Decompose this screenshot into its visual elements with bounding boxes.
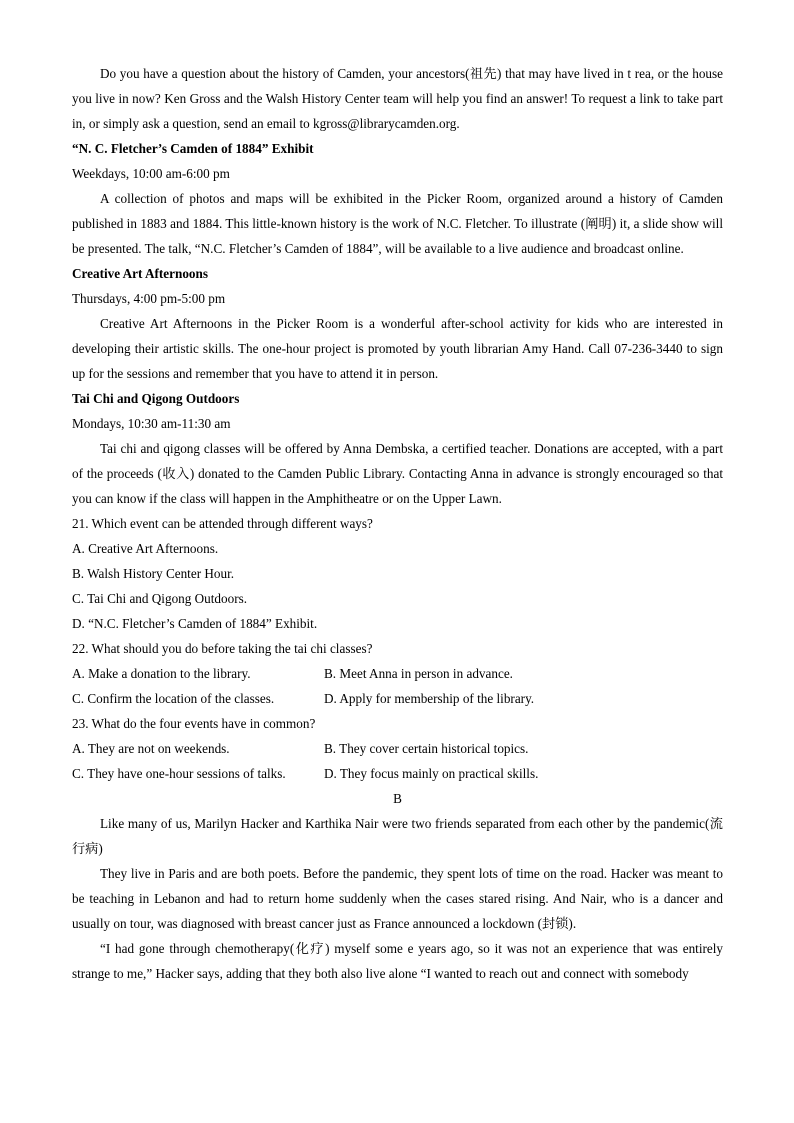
section-b-paragraph-2: They live in Paris and are both poets. Before the pandemic, they spent lots of time on the road. Hacker was meant to be teaching in Lebanon and had to return home suddenly when the cases stared rising. And Nair, who is a dancer and usually on tour, was diagnosed with breast cancer just as France announced a lockdown (封锁). [72, 866, 723, 931]
q21-option-d: D. “N.C. Fletcher’s Camden of 1884” Exhibit. [72, 616, 318, 631]
event-desc-exhibit: A collection of photos and maps will be exhibited in the Picker Room, organized around a history of Camden published in 1883 and 1884. This little-known history is the work of N.C. Fletcher. To illustrate (阐明) it, a slide show will be presented. The talk, “N.C. Fletcher’s Camden of 1884”, will be available to a live audience and broadcast online. [72, 191, 723, 256]
q22-option-d: D. Apply for membership of the library. [324, 691, 535, 706]
q23-option-c: C. They have one-hour sessions of talks. [72, 766, 286, 781]
q23-option-d: D. They focus mainly on practical skills. [324, 766, 539, 781]
q23-option-b: B. They cover certain historical topics. [324, 741, 529, 756]
q22-option-b: B. Meet Anna in person in advance. [324, 666, 513, 681]
question-22: 22. What should you do before taking the tai chi classes? [72, 641, 373, 656]
document-content [72, 61, 723, 986]
q22-option-c: C. Confirm the location of the classes. [72, 691, 275, 706]
event-title-taichi: Tai Chi and Qigong Outdoors [72, 391, 240, 406]
q22-options-row-1 [72, 661, 723, 686]
event-time-art: Thursdays, 4:00 pm-5:00 pm [72, 291, 226, 306]
q21-option-c: C. Tai Chi and Qigong Outdoors. [72, 591, 248, 606]
q21-option-b: B. Walsh History Center Hour. [72, 566, 235, 581]
event-desc-taichi: Tai chi and qigong classes will be offered by Anna Dembska, a certified teacher. Donations are accepted, with a part of the proceeds (收入) donated to the Camden Public Library. Contacting Anna in advance is strongly encouraged so that you can know if the class will happen in the Amphitheatre or on the Upper Lawn. [72, 441, 723, 506]
q22-options-row-2 [72, 686, 723, 711]
q23-options-row-1 [72, 736, 723, 761]
q23-option-a: A. They are not on weekends. [72, 741, 230, 756]
event-title-exhibit: “N. C. Fletcher’s Camden of 1884” Exhibit [72, 141, 314, 156]
question-23: 23. What do the four events have in common? [72, 716, 316, 731]
section-b-paragraph-1: Like many of us, Marilyn Hacker and Karthika Nair were two friends separated from each other by the pandemic(流行病) [72, 816, 723, 856]
event-desc-art: Creative Art Afternoons in the Picker Room is a wonderful after-school activity for kids who are interested in developing their artistic skills. The one-hour project is promoted by youth librarian Amy Hand. Call 07-236-3440 to sign up for the sessions and remember that you have to attend it in person. [72, 316, 723, 381]
question-21: 21. Which event can be attended through different ways? [72, 516, 373, 531]
section-b-paragraph-3: “I had gone through chemotherapy(化疗) myself some e years ago, so it was not an experience that was entirely strange to me,” Hacker says, adding that they both also live alone “I wanted to reach out and connect with somebody [72, 941, 723, 981]
q23-options-row-2 [72, 761, 723, 786]
q21-option-a: A. Creative Art Afternoons. [72, 541, 219, 556]
section-b-label: B [393, 791, 402, 806]
event-title-art: Creative Art Afternoons [72, 266, 208, 281]
event-time-taichi: Mondays, 10:30 am-11:30 am [72, 416, 231, 431]
event-time-exhibit: Weekdays, 10:00 am-6:00 pm [72, 166, 230, 181]
q22-option-a: A. Make a donation to the library. [72, 666, 251, 681]
intro-paragraph: Do you have a question about the history of Camden, your ancestors(祖先) that may have lived in t rea, or the house you live in now? Ken Gross and the Walsh History Center team will help you find an answer! To request a link to take part in, or simply ask a question, send an email to kgross@librarycamden.org. [72, 66, 723, 131]
